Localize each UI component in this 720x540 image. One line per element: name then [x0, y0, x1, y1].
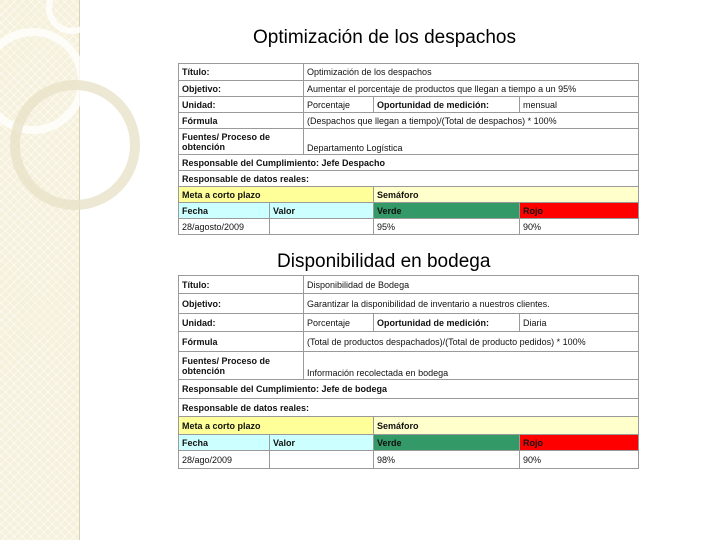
oportunidad-label: Oportunidad de medición: [374, 314, 520, 332]
fecha-header: Fecha [179, 435, 270, 451]
fuentes-label: Fuentes/ Proceso de obtención [179, 352, 304, 380]
fecha-value: 28/agosto/2009 [179, 219, 270, 235]
responsable-cumplimiento: Responsable del Cumplimiento: Jefe de bodega [179, 380, 639, 399]
responsable-datos: Responsable de datos reales: [179, 399, 639, 417]
objetivo-value: Garantizar la disponibilidad de inventario a nuestros clientes. [304, 294, 639, 314]
objetivo-value: Aumentar el porcentaje de productos que llegan a tiempo a un 95% [304, 81, 639, 97]
titulo-label: Título: [179, 276, 304, 294]
verde-header: Verde [374, 435, 520, 451]
titulo-value: Disponibilidad de Bodega [304, 276, 639, 294]
valor-value [270, 219, 374, 235]
meta-label: Meta a corto plazo [179, 417, 374, 435]
rojo-value: 90% [520, 451, 639, 469]
verde-header: Verde [374, 203, 520, 219]
fuentes-value: Información recolectada en bodega [304, 352, 639, 380]
formula-value: (Total de productos despachados)/(Total de producto pedidos) * 100% [304, 332, 639, 352]
fecha-header: Fecha [179, 203, 270, 219]
unidad-value: Porcentaje [304, 314, 374, 332]
valor-header: Valor [270, 203, 374, 219]
oportunidad-label: Oportunidad de medición: [374, 97, 520, 113]
meta-label: Meta a corto plazo [179, 187, 374, 203]
formula-label: Fórmula [179, 332, 304, 352]
valor-value [270, 451, 374, 469]
formula-value: (Despachos que llegan a tiempo)/(Total de despachos) * 100% [304, 113, 639, 129]
indicator-heading: Disponibilidad en bodega [277, 251, 491, 272]
unidad-value: Porcentaje [304, 97, 374, 113]
indicator-table [178, 63, 639, 235]
oportunidad-value: mensual [520, 97, 639, 113]
rojo-value: 90% [520, 219, 639, 235]
responsable-cumplimiento: Responsable del Cumplimiento: Jefe Despacho [179, 155, 639, 171]
verde-value: 98% [374, 451, 520, 469]
objetivo-label: Objetivo: [179, 294, 304, 314]
valor-header: Valor [270, 435, 374, 451]
unidad-label: Unidad: [179, 314, 304, 332]
rojo-header: Rojo [520, 435, 639, 451]
oportunidad-value: Diaria [520, 314, 639, 332]
semaforo-label: Semáforo [374, 187, 639, 203]
decorative-circle [10, 80, 140, 210]
semaforo-label: Semáforo [374, 417, 639, 435]
fecha-value: 28/ago/2009 [179, 451, 270, 469]
titulo-label: Título: [179, 64, 304, 81]
unidad-label: Unidad: [179, 97, 304, 113]
indicator-table [178, 275, 639, 469]
fuentes-label: Fuentes/ Proceso de obtención [179, 129, 304, 155]
formula-label: Fórmula [179, 113, 304, 129]
decorative-side-panel [0, 0, 80, 540]
decorative-circle [46, 0, 98, 34]
objetivo-label: Objetivo: [179, 81, 304, 97]
rojo-header: Rojo [520, 203, 639, 219]
indicator-heading: Optimización de los despachos [253, 27, 516, 48]
responsable-datos: Responsable de datos reales: [179, 171, 639, 187]
fuentes-value: Departamento Logística [304, 129, 639, 155]
verde-value: 95% [374, 219, 520, 235]
titulo-value: Optimización de los despachos [304, 64, 639, 81]
